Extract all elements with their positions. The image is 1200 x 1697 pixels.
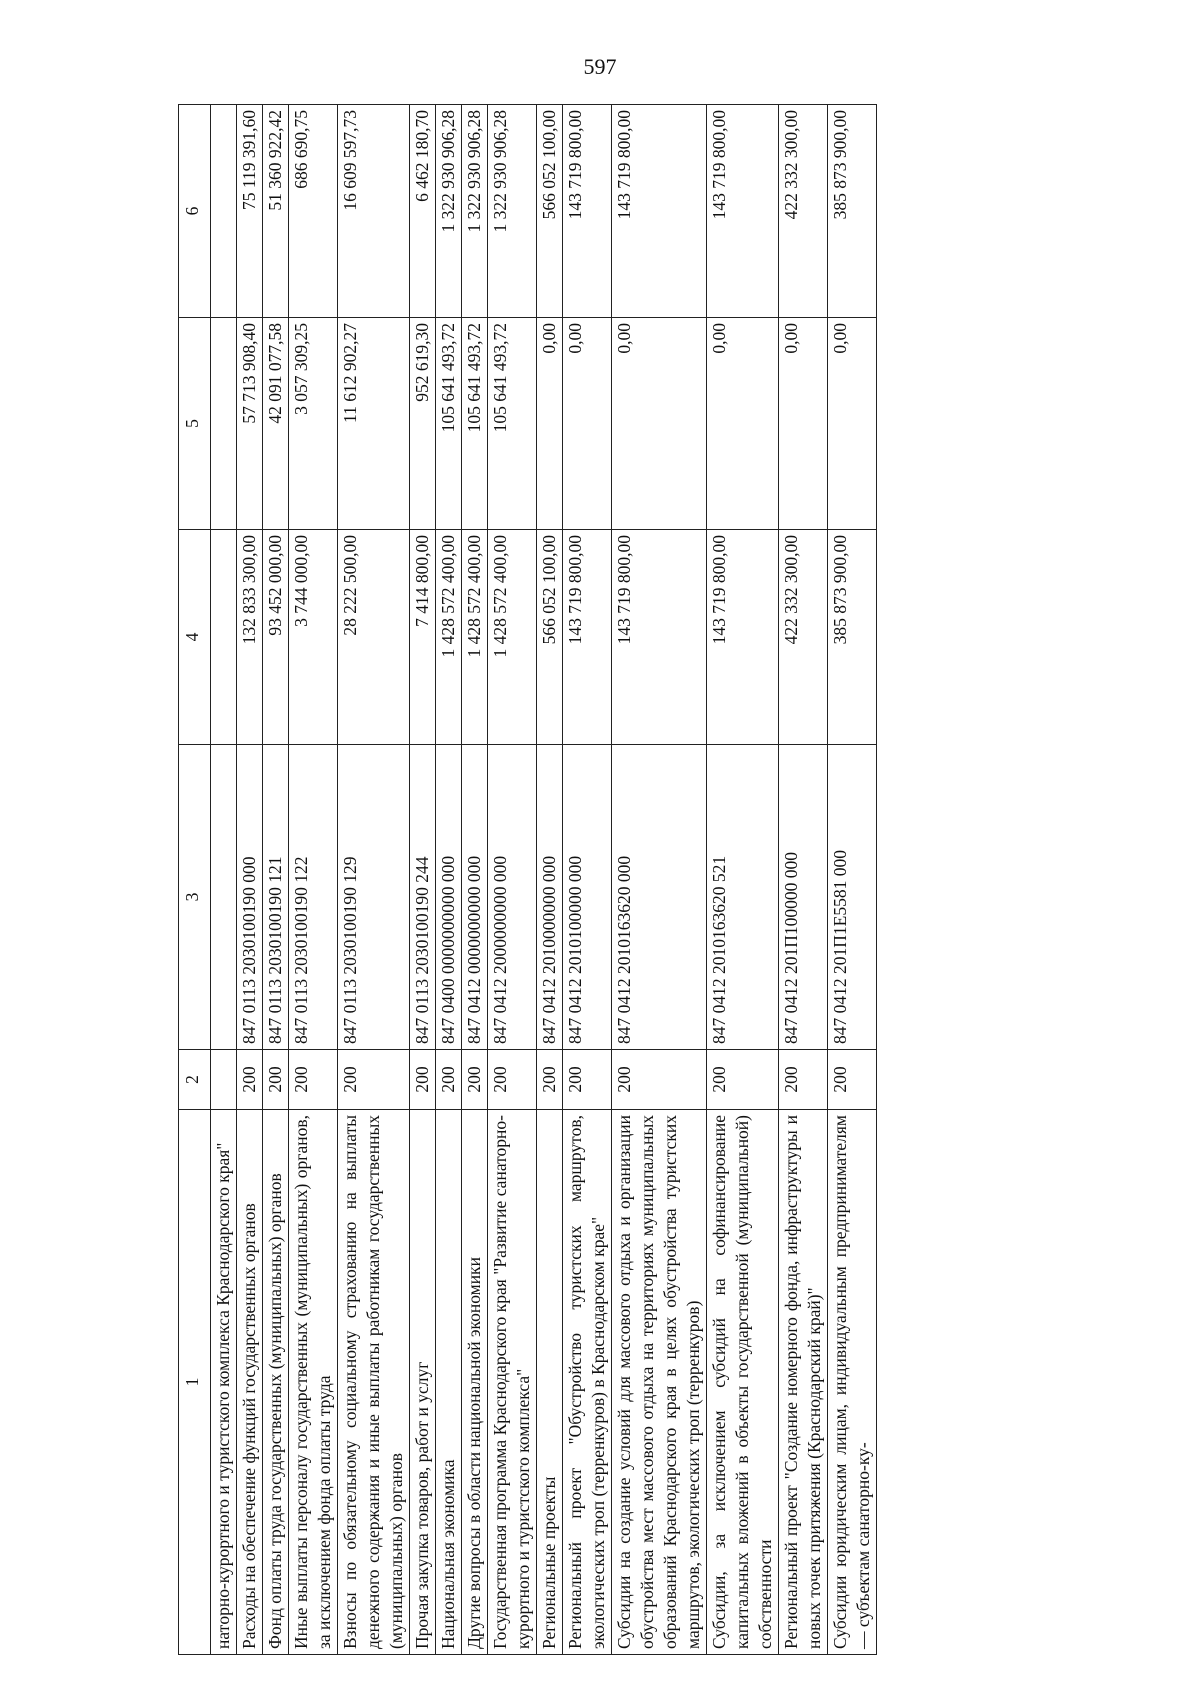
table-row — [237, 105, 263, 1655]
table-row — [410, 105, 436, 1655]
row-plan-cell: 143 719 800,00 — [612, 530, 707, 745]
row-fact-cell: 0,00 — [563, 318, 612, 530]
page-number: 597 — [583, 54, 617, 79]
row-code-cell: 200 — [263, 1050, 289, 1110]
row-code-cell: 200 — [436, 1050, 462, 1110]
row-name-cell: Прочая закупка товаров, работ и услуг — [410, 1110, 436, 1655]
row-kbk-cell: 847 0113 2030100190 122 — [289, 745, 338, 1050]
table-row — [289, 105, 338, 1655]
row-code-cell: 200 — [537, 1050, 563, 1110]
row-fact-cell: 952 619,30 — [410, 318, 436, 530]
row-name-cell: Субсидии, за исключением субсидий на софинансирование капитальных вложений в объекты государственной (муниципальной) собственности — [707, 1110, 779, 1655]
row-fact-cell: 105 641 493,72 — [436, 318, 462, 530]
row-code-cell: 200 — [410, 1050, 436, 1110]
row-code-cell: 200 — [612, 1050, 707, 1110]
row-plan-cell — [211, 530, 237, 745]
row-name-cell: Иные выплаты персоналу государственных (муниципальных) органов, за исключением фонда оплаты труда — [289, 1110, 338, 1655]
row-fact-cell: 0,00 — [537, 318, 563, 530]
table-row — [263, 105, 289, 1655]
row-name-cell: Региональный проект "Создание номерного фонда, инфраструктуры и новых точек притяжения (Краснодарский край)" — [779, 1110, 828, 1655]
rotated-table-container — [178, 105, 1128, 1655]
row-code-cell: 200 — [828, 1050, 877, 1110]
row-rest-cell: 143 719 800,00 — [563, 105, 612, 318]
table-row — [707, 105, 779, 1655]
row-plan-cell: 1 428 572 400,00 — [462, 530, 488, 745]
row-rest-cell: 143 719 800,00 — [707, 105, 779, 318]
header-cell: 3 — [179, 745, 211, 1050]
row-rest-cell: 385 873 900,00 — [828, 105, 877, 318]
row-kbk-cell: 847 0412 2010163620 000 — [612, 745, 707, 1050]
row-rest-cell: 1 322 930 906,28 — [462, 105, 488, 318]
row-kbk-cell: 847 0412 0000000000 000 — [462, 745, 488, 1050]
table-row — [462, 105, 488, 1655]
row-kbk-cell: 847 0113 2030100190 244 — [410, 745, 436, 1050]
row-name-cell: Региональные проекты — [537, 1110, 563, 1655]
row-name-cell: Взносы по обязательному социальному страхованию на выплаты денежного содержания и иные выплаты работникам государственных (муниципальных) органов — [338, 1110, 410, 1655]
row-code-cell: 200 — [779, 1050, 828, 1110]
header-cell: 2 — [179, 1050, 211, 1110]
row-code-cell: 200 — [237, 1050, 263, 1110]
row-code-cell: 200 — [563, 1050, 612, 1110]
row-code-cell: 200 — [488, 1050, 537, 1110]
row-code-cell: 200 — [462, 1050, 488, 1110]
header-cell: 6 — [179, 105, 211, 318]
row-kbk-cell: 847 0412 201П1Е5581 000 — [828, 745, 877, 1050]
row-fact-cell: 42 091 077,58 — [263, 318, 289, 530]
row-kbk-cell: 847 0412 2010000000 000 — [537, 745, 563, 1050]
row-fact-cell: 57 713 908,40 — [237, 318, 263, 530]
row-fact-cell: 105 641 493,72 — [462, 318, 488, 530]
row-fact-cell: 105 641 493,72 — [488, 318, 537, 530]
row-fact-cell: 3 057 309,25 — [289, 318, 338, 530]
row-kbk-cell — [211, 745, 237, 1050]
table-row — [537, 105, 563, 1655]
row-name-cell: Другие вопросы в области национальной экономики — [462, 1110, 488, 1655]
row-plan-cell: 143 719 800,00 — [563, 530, 612, 745]
row-name-cell: Национальная экономика — [436, 1110, 462, 1655]
row-fact-cell: 11 612 902,27 — [338, 318, 410, 530]
row-fact-cell: 0,00 — [707, 318, 779, 530]
row-rest-cell — [211, 105, 237, 318]
row-name-cell: Фонд оплаты труда государственных (муниципальных) органов — [263, 1110, 289, 1655]
header-cell: 5 — [179, 318, 211, 530]
row-fact-cell: 0,00 — [779, 318, 828, 530]
row-rest-cell: 566 052 100,00 — [537, 105, 563, 318]
row-rest-cell: 75 119 391,60 — [237, 105, 263, 318]
header-row — [179, 105, 211, 1655]
row-name-cell: Региональный проект "Обустройство туристских маршрутов, экологических троп (терренкуров) в Краснодарском крае" — [563, 1110, 612, 1655]
row-code-cell: 200 — [707, 1050, 779, 1110]
table-row — [828, 105, 877, 1655]
row-name-cell: Государственная программа Краснодарского края "Развитие санаторно-курортного и туристского комплекса" — [488, 1110, 537, 1655]
table-body — [179, 105, 877, 1655]
row-plan-cell: 385 873 900,00 — [828, 530, 877, 745]
row-name-cell: Расходы на обеспечение функций государственных органов — [237, 1110, 263, 1655]
row-plan-cell: 566 052 100,00 — [537, 530, 563, 745]
row-fact-cell: 0,00 — [612, 318, 707, 530]
budget-table — [178, 104, 877, 1655]
table-row — [612, 105, 707, 1655]
table-row — [779, 105, 828, 1655]
row-rest-cell: 51 360 922,42 — [263, 105, 289, 318]
row-plan-cell: 93 452 000,00 — [263, 530, 289, 745]
table-row — [563, 105, 612, 1655]
row-fact-cell — [211, 318, 237, 530]
row-plan-cell: 1 428 572 400,00 — [488, 530, 537, 745]
row-rest-cell: 16 609 597,73 — [338, 105, 410, 318]
row-code-cell — [211, 1050, 237, 1110]
header-cell: 4 — [179, 530, 211, 745]
row-code-cell: 200 — [289, 1050, 338, 1110]
table-row — [436, 105, 462, 1655]
row-rest-cell: 1 322 930 906,28 — [436, 105, 462, 318]
row-kbk-cell: 847 0412 2010163620 521 — [707, 745, 779, 1050]
row-plan-cell: 143 719 800,00 — [707, 530, 779, 745]
row-kbk-cell: 847 0412 2000000000 000 — [488, 745, 537, 1050]
row-kbk-cell: 847 0113 2030100190 000 — [237, 745, 263, 1050]
row-kbk-cell: 847 0113 2030100190 121 — [263, 745, 289, 1050]
row-plan-cell: 28 222 500,00 — [338, 530, 410, 745]
table-row — [488, 105, 537, 1655]
row-kbk-cell: 847 0412 2010100000 000 — [563, 745, 612, 1050]
row-name-cell: натoрно-курортного и туристского комплекса Краснодарского края" — [211, 1110, 237, 1655]
row-rest-cell: 422 332 300,00 — [779, 105, 828, 318]
row-plan-cell: 132 833 300,00 — [237, 530, 263, 745]
row-kbk-cell: 847 0113 2030100190 129 — [338, 745, 410, 1050]
row-plan-cell: 422 332 300,00 — [779, 530, 828, 745]
row-kbk-cell: 847 0400 0000000000 000 — [436, 745, 462, 1050]
table-row — [211, 105, 237, 1655]
row-plan-cell: 7 414 800,00 — [410, 530, 436, 745]
row-plan-cell: 1 428 572 400,00 — [436, 530, 462, 745]
row-fact-cell: 0,00 — [828, 318, 877, 530]
row-plan-cell: 3 744 000,00 — [289, 530, 338, 745]
row-code-cell: 200 — [338, 1050, 410, 1110]
table-row — [338, 105, 410, 1655]
row-kbk-cell: 847 0412 201П100000 000 — [779, 745, 828, 1050]
row-name-cell: Субсидии на создание условий для массового отдыха и организации обустройства мест массового отдыха на территориях муниципальных образований Краснодарского края в целях обустройства туристских маршрутов, экологических троп (терренкуров) — [612, 1110, 707, 1655]
row-name-cell: Субсидии юридическим лицам, индивидуальным предпринимателям — субъектам санаторно-ку- — [828, 1110, 877, 1655]
row-rest-cell: 6 462 180,70 — [410, 105, 436, 318]
row-rest-cell: 1 322 930 906,28 — [488, 105, 537, 318]
row-rest-cell: 686 690,75 — [289, 105, 338, 318]
header-cell: 1 — [179, 1110, 211, 1655]
row-rest-cell: 143 719 800,00 — [612, 105, 707, 318]
